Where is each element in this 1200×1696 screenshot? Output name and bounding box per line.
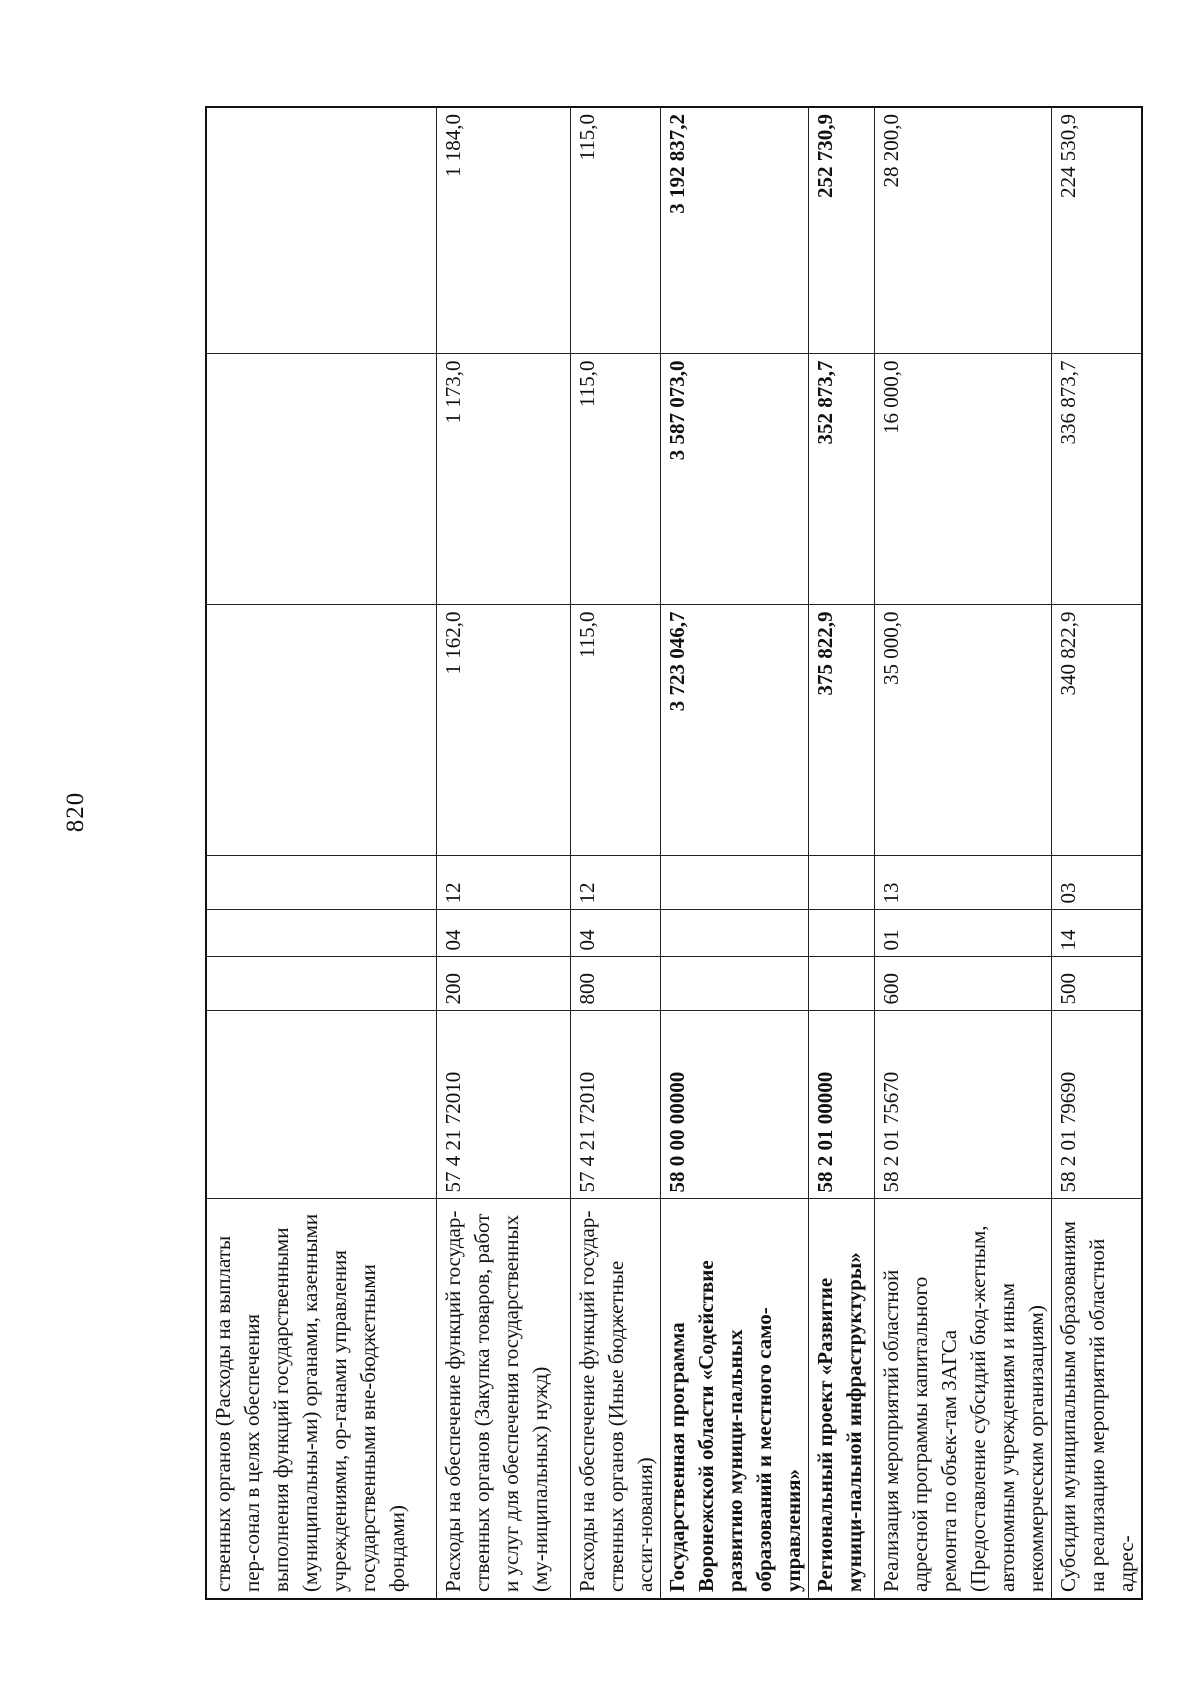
subsection-code <box>206 856 436 910</box>
row-description: Государственная программа Воронежской области «Содействие развитию муници-пальных образований и местного само-управления» <box>660 1199 808 1599</box>
subsection-code <box>808 856 874 910</box>
table-row <box>206 107 436 1599</box>
budget-table <box>205 106 1143 1600</box>
target-article-code: 58 0 00 00000 <box>660 1011 808 1199</box>
section-code <box>206 910 436 957</box>
amount-col-1: 1 162,0 <box>436 605 570 856</box>
subsection-code: 13 <box>874 856 1051 910</box>
table-row <box>874 107 1051 1599</box>
table-row <box>660 107 808 1599</box>
row-description: Субсидии муниципальным образованиям на реализацию мероприятий областной адрес- <box>1051 1199 1142 1599</box>
amount-col-3 <box>206 107 436 354</box>
target-article-code <box>206 1011 436 1199</box>
section-code: 04 <box>570 910 660 957</box>
row-description: Реализация мероприятий областной адресной программы капитального ремонта по объек-там ЗАГСа (Предоставление субсидий бюд-жетным, автономным учреждениям и иным некоммерческим организациям) <box>874 1199 1051 1599</box>
amount-col-2: 16 000,0 <box>874 354 1051 605</box>
amount-col-1: 115,0 <box>570 605 660 856</box>
table-row <box>570 107 660 1599</box>
expense-type-code: 200 <box>436 957 570 1011</box>
row-description: Расходы на обеспечение функций государ-ственных органов (Иные бюджетные ассиг-нования) <box>570 1199 660 1599</box>
amount-col-3: 224 530,9 <box>1051 107 1142 354</box>
row-description: Расходы на обеспечение функций государ-ственных органов (Закупка товаров, работ и услуг для обеспечения государственных (му-ниципальных) нужд) <box>436 1199 570 1599</box>
subsection-code: 12 <box>570 856 660 910</box>
row-description: Региональный проект «Развитие муници-пальной инфраструктуры» <box>808 1199 874 1599</box>
section-code: 01 <box>874 910 1051 957</box>
amount-col-2: 352 873,7 <box>808 354 874 605</box>
expense-type-code <box>808 957 874 1011</box>
target-article-code: 58 2 01 00000 <box>808 1011 874 1199</box>
row-description: ственных органов (Расходы на выплаты пер-сонал в целях обеспечения выполнения функций государственными (муниципальны-ми) органами, казенными учреждениями, ор-ганами управления государственными вне-бюджетными фондами) <box>206 1199 436 1599</box>
page-number: 820 <box>62 791 89 833</box>
target-article-code: 58 2 01 79690 <box>1051 1011 1142 1199</box>
expense-type-code: 600 <box>874 957 1051 1011</box>
target-article-code: 57 4 21 72010 <box>570 1011 660 1199</box>
amount-col-3: 1 184,0 <box>436 107 570 354</box>
amount-col-3: 3 192 837,2 <box>660 107 808 354</box>
amount-col-2: 1 173,0 <box>436 354 570 605</box>
amount-col-1: 35 000,0 <box>874 605 1051 856</box>
amount-col-3: 252 730,9 <box>808 107 874 354</box>
amount-col-2: 3 587 073,0 <box>660 354 808 605</box>
amount-col-1: 340 822,9 <box>1051 605 1142 856</box>
amount-col-2: 115,0 <box>570 354 660 605</box>
target-article-code: 57 4 21 72010 <box>436 1011 570 1199</box>
section-code: 14 <box>1051 910 1142 957</box>
table-row <box>1051 107 1142 1599</box>
amount-col-2: 336 873,7 <box>1051 354 1142 605</box>
amount-col-3: 28 200,0 <box>874 107 1051 354</box>
table-row <box>808 107 874 1599</box>
section-code: 04 <box>436 910 570 957</box>
amount-col-1 <box>206 605 436 856</box>
section-code <box>808 910 874 957</box>
target-article-code: 58 2 01 75670 <box>874 1011 1051 1199</box>
subsection-code <box>660 856 808 910</box>
expense-type-code: 500 <box>1051 957 1142 1011</box>
expense-type-code <box>206 957 436 1011</box>
expense-type-code <box>660 957 808 1011</box>
table-row <box>436 107 570 1599</box>
amount-col-2 <box>206 354 436 605</box>
subsection-code: 12 <box>436 856 570 910</box>
budget-table-frame <box>205 108 1138 1600</box>
amount-col-1: 3 723 046,7 <box>660 605 808 856</box>
section-code <box>660 910 808 957</box>
amount-col-1: 375 822,9 <box>808 605 874 856</box>
subsection-code: 03 <box>1051 856 1142 910</box>
amount-col-3: 115,0 <box>570 107 660 354</box>
expense-type-code: 800 <box>570 957 660 1011</box>
